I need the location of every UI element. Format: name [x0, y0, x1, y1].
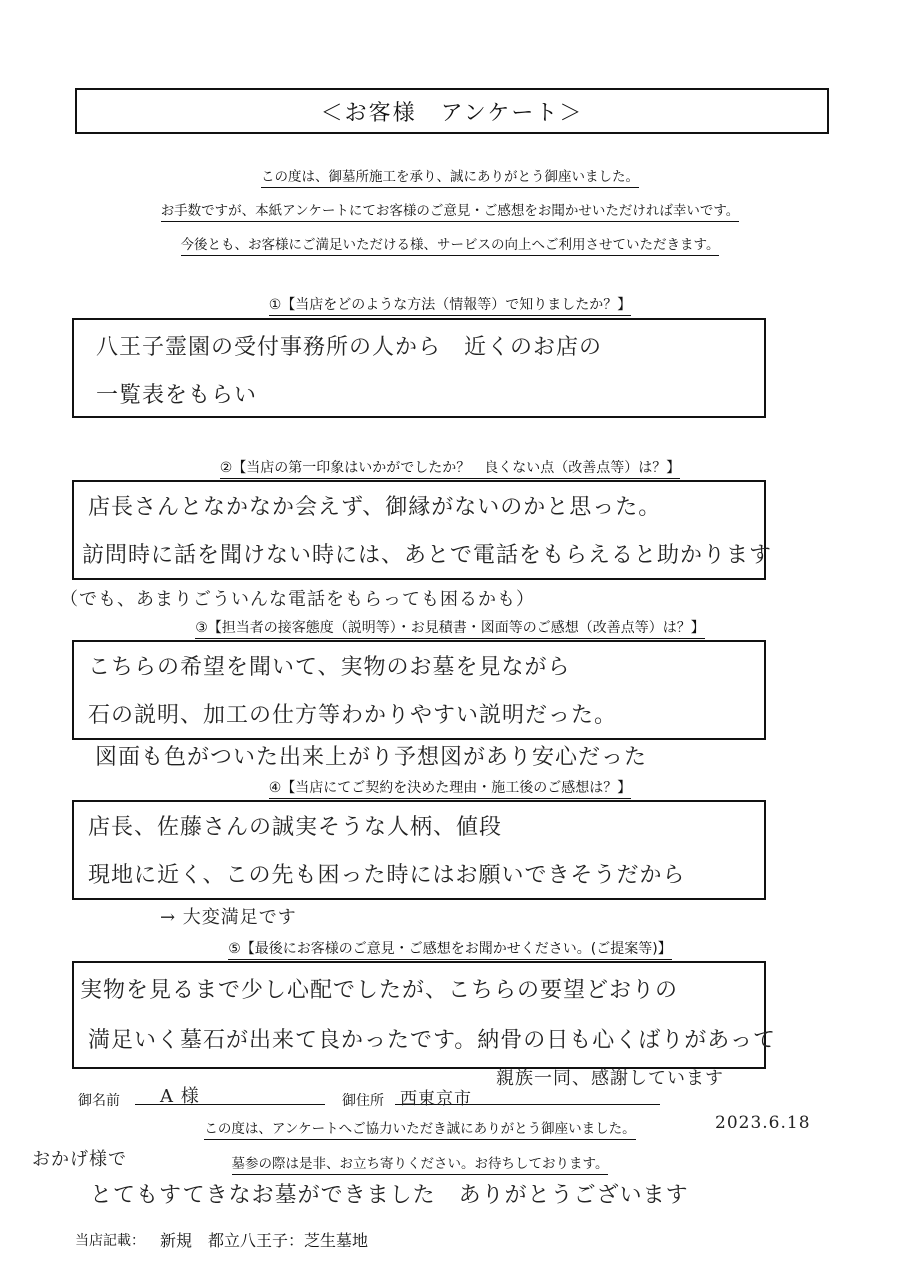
intro-line-3: 今後とも、お客様にご満足いただける様、サービスの向上へご利用させていただきます。 [0, 233, 900, 253]
handwritten-note: 親族一同、感謝しています [496, 1068, 724, 1089]
question-3-answer-box[interactable] [72, 640, 766, 740]
question-1-answer-box[interactable] [72, 318, 766, 418]
question-1-title: ①【当店をどのような方法（情報等）で知りましたか？】 [0, 294, 900, 314]
handwritten-note: （でも、あまりごういんな電話をもらっても困るかも） [60, 589, 535, 610]
handwritten-note: 図面も色がついた出来上がり予想図があり安心だった [95, 745, 648, 770]
question-3-title: ③【担当者の接客態度（説明等）・お見積書・図面等のご感想（改善点等）は？】 [0, 617, 900, 637]
answer-line: 一覧表をもらい [96, 383, 258, 408]
question-5-title: ⑤【最後にお客様のご意見・ご感想をお聞かせください。(ご提案等)】 [0, 938, 900, 958]
store-label: 当店記載： [75, 1233, 145, 1249]
answer-line: 現地に近く、この先も困った時にはお願いできそうだから [88, 863, 686, 888]
answer-line: 石の説明、加工の仕方等わかりやすい説明だった。 [88, 703, 618, 728]
question-2-title: ②【当店の第一印象はいかがでしたか？ 良くない点（改善点等）は？】 [0, 457, 900, 477]
closing-line-2: 墓参の際は是非、お立ち寄りください。お待ちしております。 [0, 1152, 800, 1172]
answer-line: 満足いく墓石が出来て良かったです。納骨の日も心くばりがあって [88, 1028, 777, 1053]
handwritten-note: → 大変満足です [160, 907, 297, 928]
closing-line-1: この度は、アンケートへご協力いただき誠にありがとう御座いました。 [0, 1117, 800, 1137]
answer-line: 訪問時に話を聞けない時には、あとで電話をもらえると助かります [82, 543, 773, 568]
form-title: ＜お客様 アンケート＞ [75, 88, 829, 134]
answer-line: 八王子霊園の受付事務所の人から 近くのお店の [96, 335, 603, 360]
answer-line: 実物を見るまで少し心配でしたが、こちらの要望どおりの [80, 978, 679, 1003]
survey-date: 2023.6.18 [715, 1113, 811, 1133]
store-value: 新規 都立八王子：芝生墓地 [160, 1231, 369, 1250]
answer-line: 店長さんとなかなか会えず、御縁がないのかと思った。 [88, 495, 662, 520]
address-value[interactable]: 西東京市 [400, 1089, 472, 1109]
question-5-answer-box[interactable] [72, 961, 777, 1069]
question-4-title: ④【当店にてご契約を決めた理由・施工後のご感想は？】 [0, 777, 900, 797]
address-label: 御住所 [342, 1093, 384, 1109]
answer-line: 店長、佐藤さんの誠実そうな人柄、値段 [88, 815, 503, 840]
intro-line-1: この度は、御墓所施工を承り、誠にありがとう御座いました。 [0, 165, 900, 185]
handwritten-closing-1: おかげ様で [32, 1149, 127, 1170]
handwritten-closing-2: とてもすてきなお墓ができました ありがとうございます [90, 1183, 689, 1208]
name-value[interactable]: A 様 [160, 1086, 200, 1107]
question-2-answer-box[interactable] [72, 480, 773, 580]
question-4-answer-box[interactable] [72, 800, 766, 900]
intro-line-2: お手数ですが、本紙アンケートにてお客様のご意見・ご感想をお聞かせいただければ幸いです。 [0, 199, 900, 219]
name-label: 御名前 [78, 1093, 120, 1109]
answer-line: こちらの希望を聞いて、実物のお墓を見ながら [88, 655, 571, 680]
